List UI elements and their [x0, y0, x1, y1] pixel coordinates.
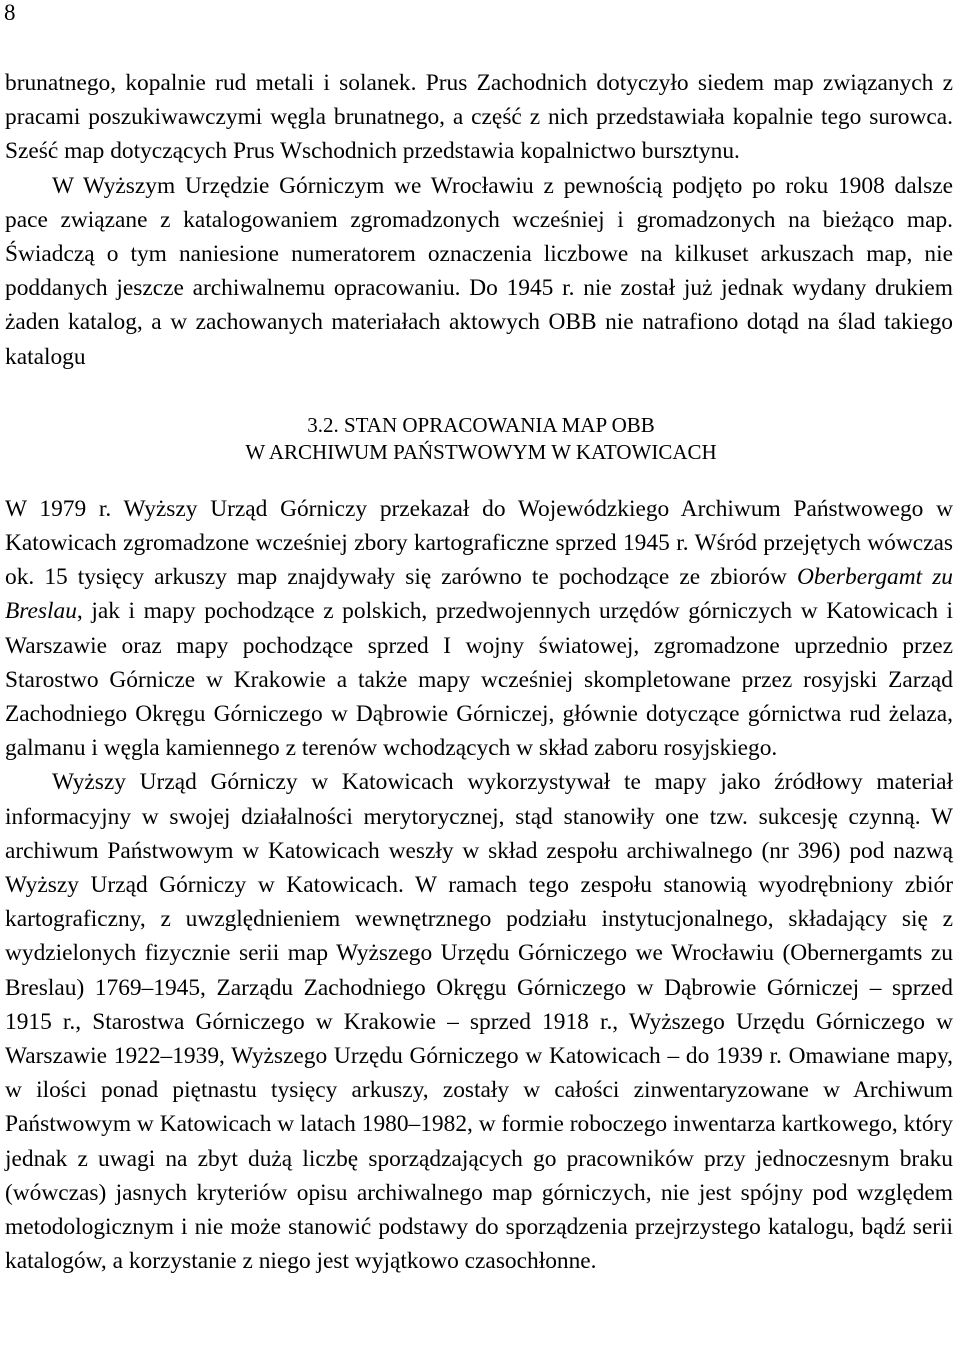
section-heading-line-1: 3.2. STAN OPRACOWANIA MAP OBB	[307, 412, 655, 437]
italic-institution-name: Oberbergamt zu Breslau	[5, 564, 954, 625]
page-number: 8	[4, 0, 16, 25]
document-body	[5, 66, 953, 1279]
paragraph-archive-collection: Wyższy Urząd Górniczy w Katowicach wykorzystywał te mapy jako źródłowy materiał informacyjny w swojej działalności merytorycznej, stąd stanowiły one tzw. sukcesję czynną. W archiwum Państwowym w Katowicach weszły w skład zespołu archiwalnego (nr 396) pod nazwą Wyższy Urząd Górniczy w Katowicach. W ramach tego zespołu stanowią wyodrębniony zbiór kartograficzny, z uwzględnieniem wewnętrznego podziału instytucjonalnego, składający się z wydzielonych fizycznie serii map Wyższego Urzędu Górniczego we Wrocławiu (Obernergamts zu Breslau) 1769–1945, Zarządu Zachodniego Okręgu Górniczego w Dąbrowie Górniczej – sprzed 1915 r., Starostwa Górniczego w Krakowie – sprzed 1918 r., Wyższego Urzędu Górniczego w Warszawie 1922–1939, Wyższego Urzędu Górniczego w Katowicach – do 1939 r. Omawiane mapy, w ilości ponad piętnastu tysięcy arkuszy, zostały w całości zinwentaryzowane w Archiwum Państwowym w Katowicach w latach 1980–1982, w formie roboczego inwentarza kartkowego, który jednak z uwagi na zbyt dużą liczbę sporządzających go pracowników przy jednoczesnym braku (wówczas) jasnych kryteriów opisu archiwalnego map górniczych, nie jest spójny pod względem metodologicznym i nie może stanowić podstawy do sporządzenia przejrzystego katalogu, bądź serii katalogów, a korzystanie z niego jest wyjątkowo czasochłonne.	[5, 769, 953, 1275]
paragraph-text-after: , jak i mapy pochodzące z polskich, przedwojennych urzędów górniczych w Katowicach i Warszawie oraz mapy pochodzące sprzed I wojny światowej, zgromadzone uprzednio przez Starostwo Górnicze w Krakowie a także mapy wcześniej skompletowane przez rosyjski Zarząd Zachodniego Okręgu Górniczego w Dąbrowie Górniczej, głównie dotyczące górnictwa rud żelaza, galmanu i węgla kamiennego z terenów wchodzących w skład zaboru rosyjskiego.	[5, 598, 953, 762]
section-heading-line-2: W ARCHIWUM PAŃSTWOWYM W KATOWICACH	[245, 439, 717, 464]
section-heading	[5, 412, 953, 466]
paragraph-wroclaw-catalog: W Wyższym Urzędzie Górniczym we Wrocławiu z pewnością podjęto po roku 1908 dalsze pace związane z katalogowaniem zgromadzonych wcześniej i gromadzonych na bieżąco map. Świadczą o tym naniesione numeratorem oznaczenia liczbowe na kilkuset arkuszach map, nie poddanych jeszcze archiwalnemu opracowaniu. Do 1945 r. nie został już jednak wydany drukiem żaden katalog, a w zachowanych materiałach aktowych OBB nie natrafiono dotąd na ślad takiego katalogu	[5, 172, 953, 370]
paragraph-transfer-1979	[5, 492, 953, 766]
paragraph-mining-maps: brunatnego, kopalnie rud metali i solanek. Prus Zachodnich dotyczyło siedem map związanych z pracami poszukiwawczymi węgla brunatnego, a część z nich przedstawiała kopalnie tego surowca. Sześć map dotyczących Prus Wschodnich przedstawia kopalnictwo bursztynu.	[5, 70, 953, 165]
paragraph-text-before: W 1979 r. Wyższy Urząd Górniczy przekazał do Wojewódzkiego Archiwum Państwowego w Katowicach zgromadzone wcześniej zbory kartograficzne sprzed 1945 r. Wśród przejętych wówczas ok. 15 tysięcy arkuszy map znajdywały się zarówno te pochodzące ze zbiorów	[5, 495, 953, 591]
